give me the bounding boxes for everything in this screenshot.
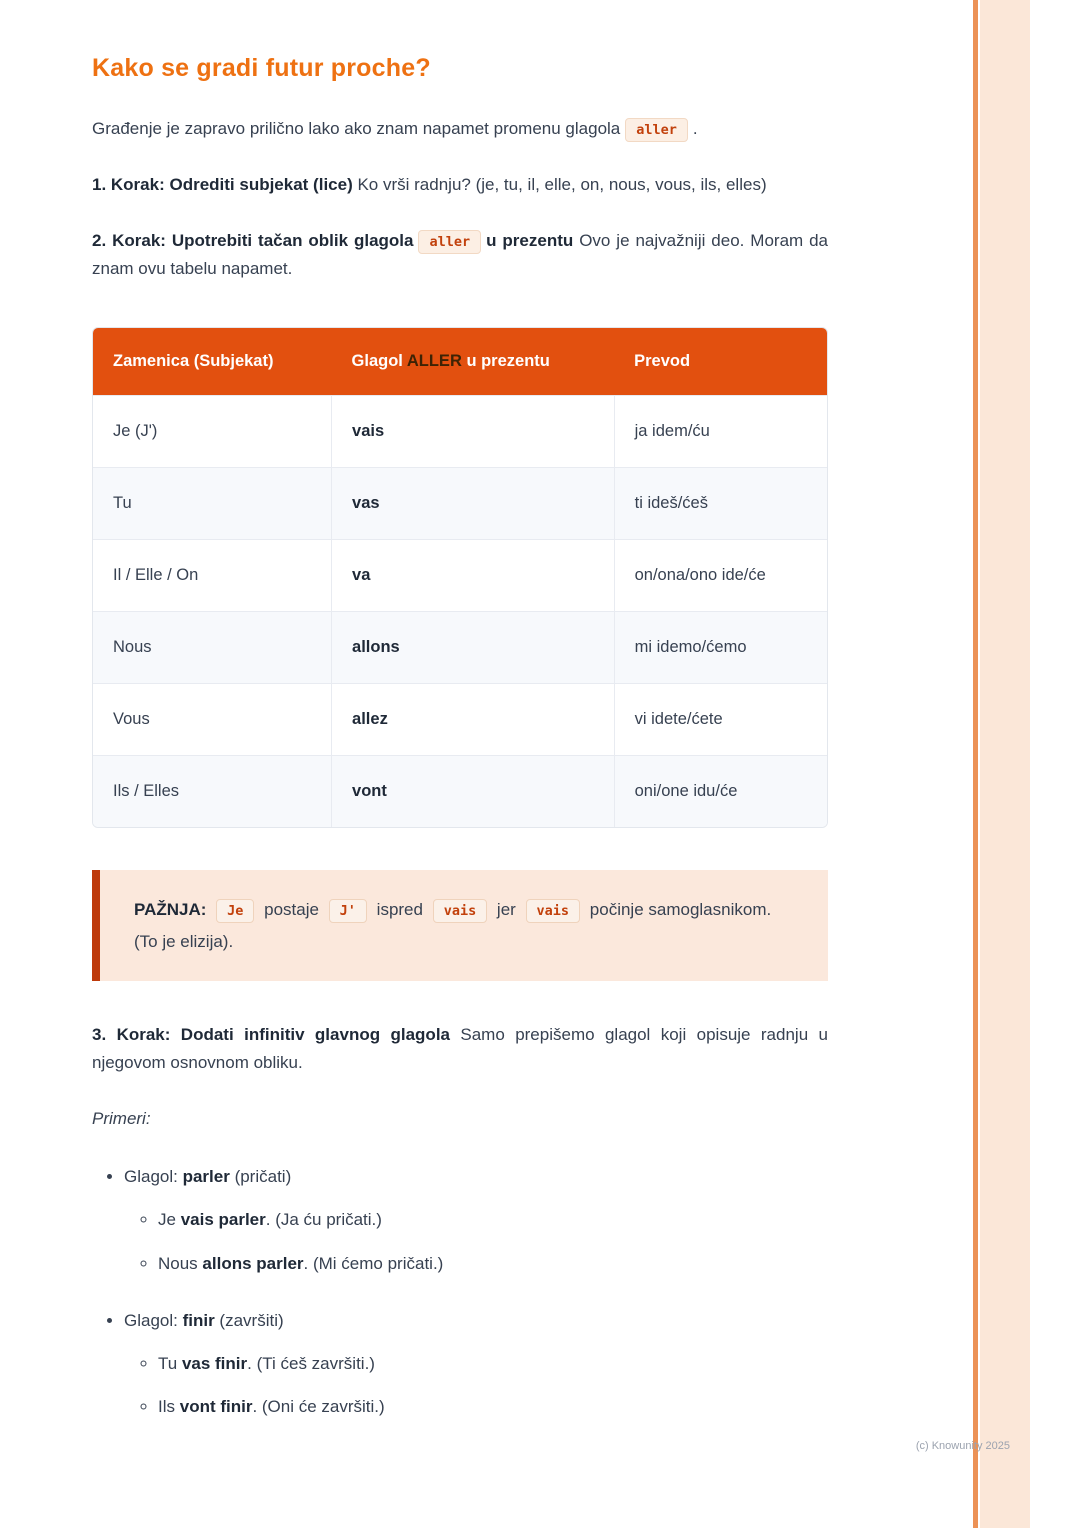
code-chip-j-apostrophe: J' (329, 899, 367, 923)
step-1-text: Ko vrši radnju? (je, tu, il, elle, on, nous, vous, ils, elles) (352, 175, 767, 195)
sub-example-bold: vas finir (181, 1353, 248, 1373)
step-1-heading: 1. Korak: Odrediti subjekat (lice) (92, 175, 353, 195)
step-3-paragraph (92, 1021, 828, 1077)
table-row (93, 396, 827, 468)
code-chip-aller: aller (625, 118, 688, 142)
callout-text-1: postaje (259, 900, 324, 920)
document-content (92, 54, 828, 1450)
table-header-translation: Prevod (614, 328, 827, 396)
cell-pronoun: Je (J') (93, 396, 332, 468)
attention-callout (92, 870, 828, 981)
sub-example-item (158, 1393, 828, 1420)
code-chip-vais-1: vais (433, 899, 488, 923)
cell-pronoun: Tu (93, 468, 332, 540)
table-row (93, 540, 827, 612)
cell-translation: ti ideš/ćeš (614, 468, 827, 540)
example-verb: parler (182, 1167, 230, 1187)
sub-example-item (158, 1250, 828, 1277)
example-post: (završiti) (214, 1310, 284, 1330)
cell-verb: allez (332, 684, 615, 756)
intro-text-before: Građenje je zapravo prilično lako ako znam napamet promenu glagola (92, 119, 621, 138)
sub-example-pre: Nous (158, 1253, 203, 1273)
example-verb: finir (182, 1310, 215, 1330)
intro-text-after: . (692, 119, 698, 138)
cell-verb: vont (332, 756, 615, 828)
sub-examples-list (124, 1350, 828, 1420)
conjugation-table (92, 327, 828, 828)
sub-example-pre: Tu (158, 1353, 182, 1373)
cell-verb: vas (332, 468, 615, 540)
sub-example-bold: vont finir (179, 1397, 253, 1417)
cell-pronoun: Vous (93, 684, 332, 756)
intro-paragraph (92, 115, 828, 143)
table-header-pronoun: Zamenica (Subjekat) (93, 328, 332, 396)
cell-translation: on/ona/ono ide/će (614, 540, 827, 612)
cell-translation: ja idem/ću (614, 396, 827, 468)
step-2-heading: 2. Korak: Upotrebiti tačan oblik glagola (92, 231, 414, 251)
examples-list (92, 1163, 828, 1420)
cell-pronoun: Ils / Elles (93, 756, 332, 828)
page-title: Kako se gradi futur proche? (92, 54, 431, 82)
cell-translation: vi idete/ćete (614, 684, 827, 756)
sub-example-bold: vais parler (180, 1210, 266, 1230)
table-header-verb-pre: Glagol (351, 352, 407, 371)
sub-examples-list (124, 1206, 828, 1276)
table-header-verb (332, 328, 615, 396)
sub-example-item (158, 1350, 828, 1377)
code-chip-je: Je (216, 899, 254, 923)
example-post: (pričati) (229, 1167, 292, 1187)
examples-label: Primeri: (92, 1109, 151, 1129)
example-pre: Glagol: (124, 1167, 183, 1187)
table-header-verb-post: u prezentu (461, 352, 550, 371)
sub-example-post: . (Oni će završiti.) (252, 1397, 385, 1417)
cell-verb: vais (332, 396, 615, 468)
code-chip-aller-2: aller (418, 230, 481, 254)
step-2-text: Ovo je najvažniji deo. Moram da znam ovu tabelu napamet. (92, 231, 829, 279)
step-3-heading: 3. Korak: Dodati infinitiv glavnog glagola (92, 1025, 450, 1045)
table-row (93, 612, 827, 684)
example-item (124, 1307, 828, 1421)
step-2-heading-cont: u prezentu (486, 231, 574, 251)
callout-text-3: jer (492, 900, 521, 920)
table-row (93, 684, 827, 756)
cell-translation: mi idemo/ćemo (614, 612, 827, 684)
step-1-paragraph (92, 171, 828, 199)
table-header-row (93, 328, 827, 396)
cell-pronoun: Nous (93, 612, 332, 684)
copyright: (c) Knowunity 2025 (915, 1440, 1010, 1452)
right-margin-band (980, 0, 1030, 1528)
cell-verb: va (332, 540, 615, 612)
sub-example-post: . (Mi ćemo pričati.) (303, 1253, 444, 1273)
sub-example-pre: Ils (158, 1397, 180, 1417)
step-3-text: Samo prepišemo glagol koji opisuje radnju u njegovom osnovnom obliku. (92, 1025, 829, 1073)
right-accent-line (973, 0, 978, 1528)
callout-label-colon: : (200, 900, 212, 920)
cell-pronoun: Il / Elle / On (93, 540, 332, 612)
sub-example-item (158, 1206, 828, 1233)
code-chip-vais-2: vais (526, 899, 581, 923)
cell-translation: oni/one idu/će (614, 756, 827, 828)
callout-text-2: ispred (371, 900, 428, 920)
sub-example-bold: allons parler (202, 1253, 304, 1273)
sub-example-pre: Je (158, 1210, 181, 1230)
table-row (93, 756, 827, 828)
step-2-paragraph (92, 227, 828, 283)
table-header-verb-emphasis: ALLER (406, 352, 462, 371)
example-pre: Glagol: (124, 1310, 183, 1330)
callout-label: PAŽNJA (134, 900, 201, 920)
cell-verb: allons (332, 612, 615, 684)
sub-example-post: . (Ja ću pričati.) (265, 1210, 382, 1230)
callout-text-4: počinje samoglasnikom. (To je elizija). (134, 900, 772, 951)
example-item (124, 1163, 828, 1277)
sub-example-post: . (Ti ćeš završiti.) (247, 1353, 375, 1373)
table-row (93, 468, 827, 540)
